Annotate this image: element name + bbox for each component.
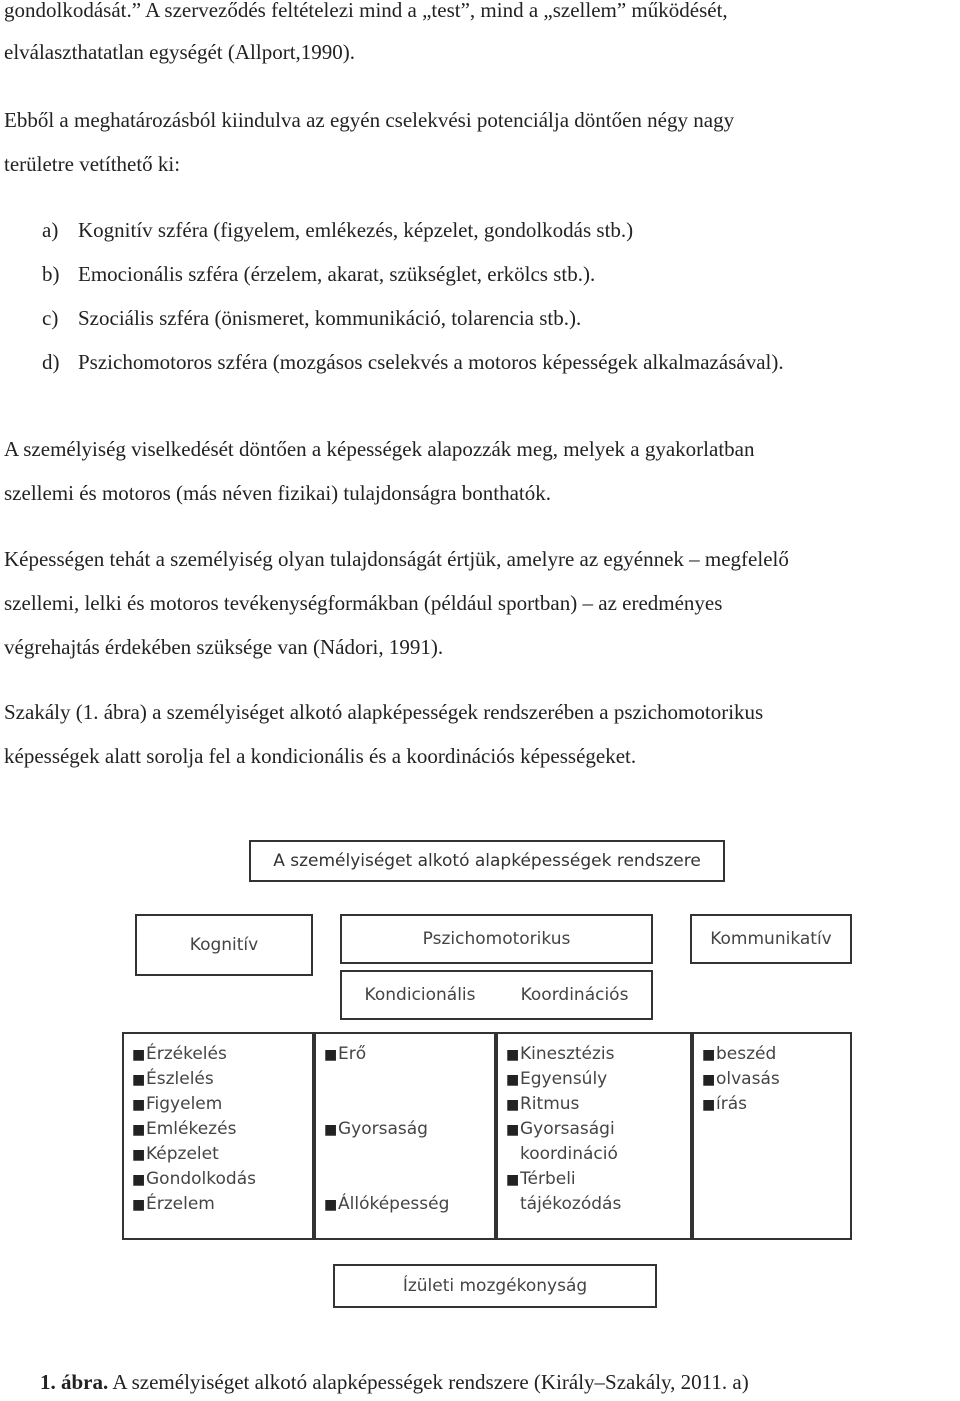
list-item: a) Kognitív szféra (figyelem, emlékezés, képzelet, gondolkodás stb.)	[42, 218, 634, 242]
paragraph-2-line-2: területre vetíthető ki:	[4, 152, 181, 176]
bullet-icon: ■	[324, 1197, 338, 1213]
figure-number: 1. ábra.	[40, 1370, 109, 1394]
list-item: ■Figyelem	[132, 1092, 312, 1117]
koordinacios-label: Koordinációs	[520, 985, 629, 1005]
figure-caption	[40, 1370, 749, 1395]
list-item: ■Gyorsasági	[506, 1117, 690, 1142]
koordinacios-list	[496, 1032, 692, 1240]
figure-caption-text: A személyiséget alkotó alapképességek rendszere (Király–Szakály, 2011. a)	[108, 1370, 749, 1394]
bullet-icon: ■	[132, 1122, 146, 1138]
list-item: ■Egyensúly	[506, 1067, 690, 1092]
bullet-icon: ■	[132, 1047, 146, 1063]
paragraph-4-line-2: szellemi, lelki és motoros tevékenységformákban (például sportban) – az eredményes	[4, 591, 723, 615]
list-item: ■Kinesztézis	[506, 1042, 690, 1067]
list-item: b) Emocionális szféra (érzelem, akarat, szükséglet, erkölcs stb.).	[42, 262, 596, 286]
bullet-icon: ■	[324, 1122, 338, 1138]
list-item: ■beszéd	[702, 1042, 850, 1067]
paragraph-5-line-1: Szakály (1. ábra) a személyiséget alkotó alapképességek rendszerében a pszichomotorikus	[4, 700, 764, 724]
izuleti-mozgekonysag-box: Ízületi mozgékonyság	[333, 1264, 657, 1308]
paragraph-3-line-2: szellemi és motoros (más néven fizikai) tulajdonságra bonthatók.	[4, 481, 552, 505]
paragraph-4-line-1: Képességen tehát a személyiség olyan tulajdonságát értjük, amelyre az egyénnek – megfelelő	[4, 547, 789, 571]
kommunikativ-list	[692, 1032, 852, 1240]
list-item: ■Érzékelés	[132, 1042, 312, 1067]
list-item: tájékozódás	[520, 1194, 622, 1214]
list-item: c) Szociális szféra (önismeret, kommunikáció, tolarencia stb.).	[42, 306, 582, 330]
list-item: ■Képzelet	[132, 1142, 312, 1167]
bullet-icon: ■	[132, 1172, 146, 1188]
list-item: ■Ritmus	[506, 1092, 690, 1117]
bullet-icon: ■	[702, 1047, 716, 1063]
kognitiv-box: Kognitív	[135, 914, 313, 976]
kondicionalis-koordinacios-box	[340, 970, 653, 1020]
diagram-title: A személyiséget alkotó alapképességek rendszere	[249, 840, 725, 882]
kondicionalis-list	[314, 1032, 496, 1240]
bullet-icon: ■	[132, 1097, 146, 1113]
list-item: ■olvasás	[702, 1067, 850, 1092]
list-item: ■Erő	[324, 1042, 494, 1067]
bullet-icon: ■	[506, 1172, 520, 1188]
bullet-icon: ■	[506, 1097, 520, 1113]
kondicionalis-label: Kondicionális	[364, 985, 476, 1005]
pszichomotorikus-box: Pszichomotorikus	[340, 914, 653, 964]
list-item: ■írás	[702, 1092, 850, 1117]
bullet-icon: ■	[702, 1072, 716, 1088]
intro-line-2: elválaszthatatlan egységét (Allport,1990).	[4, 40, 356, 64]
bullet-icon: ■	[702, 1097, 716, 1113]
paragraph-4-line-3: végrehajtás érdekében szüksége van (Nádori, 1991).	[4, 635, 444, 659]
intro-line-1: gondolkodását.” A szerveződés feltételezi mind a „test”, mind a „szellem” működését,	[4, 0, 728, 22]
kognitiv-list	[122, 1032, 314, 1240]
list-item: ■Gyorsaság	[324, 1117, 494, 1142]
paragraph-2-line-1: Ebből a meghatározásból kiindulva az egyén cselekvési potenciálja döntően négy nagy	[4, 108, 735, 132]
paragraph-3-line-1: A személyiség viselkedését döntően a képességek alapozzák meg, melyek a gyakorlatban	[4, 437, 755, 461]
bullet-icon: ■	[324, 1047, 338, 1063]
bullet-icon: ■	[506, 1047, 520, 1063]
bullet-icon: ■	[132, 1072, 146, 1088]
list-item: ■Érzelem	[132, 1192, 312, 1217]
list-item: d) Pszichomotoros szféra (mozgásos cselekvés a motoros képességek alkalmazásával).	[42, 350, 784, 374]
list-item: ■Gondolkodás	[132, 1167, 312, 1192]
list-item: ■Észlelés	[132, 1067, 312, 1092]
list-item: koordináció	[520, 1144, 618, 1164]
list-item: ■Állóképesség	[324, 1192, 494, 1217]
list-item: ■Emlékezés	[132, 1117, 312, 1142]
bullet-icon: ■	[506, 1122, 520, 1138]
bullet-icon: ■	[506, 1072, 520, 1088]
bullet-icon: ■	[132, 1197, 146, 1213]
kommunikativ-box: Kommunikatív	[690, 914, 852, 964]
paragraph-5-line-2: képességek alatt sorolja fel a kondicionális és a koordinációs képességeket.	[4, 744, 637, 768]
bullet-icon: ■	[132, 1147, 146, 1163]
list-item: ■Térbeli	[506, 1167, 690, 1192]
